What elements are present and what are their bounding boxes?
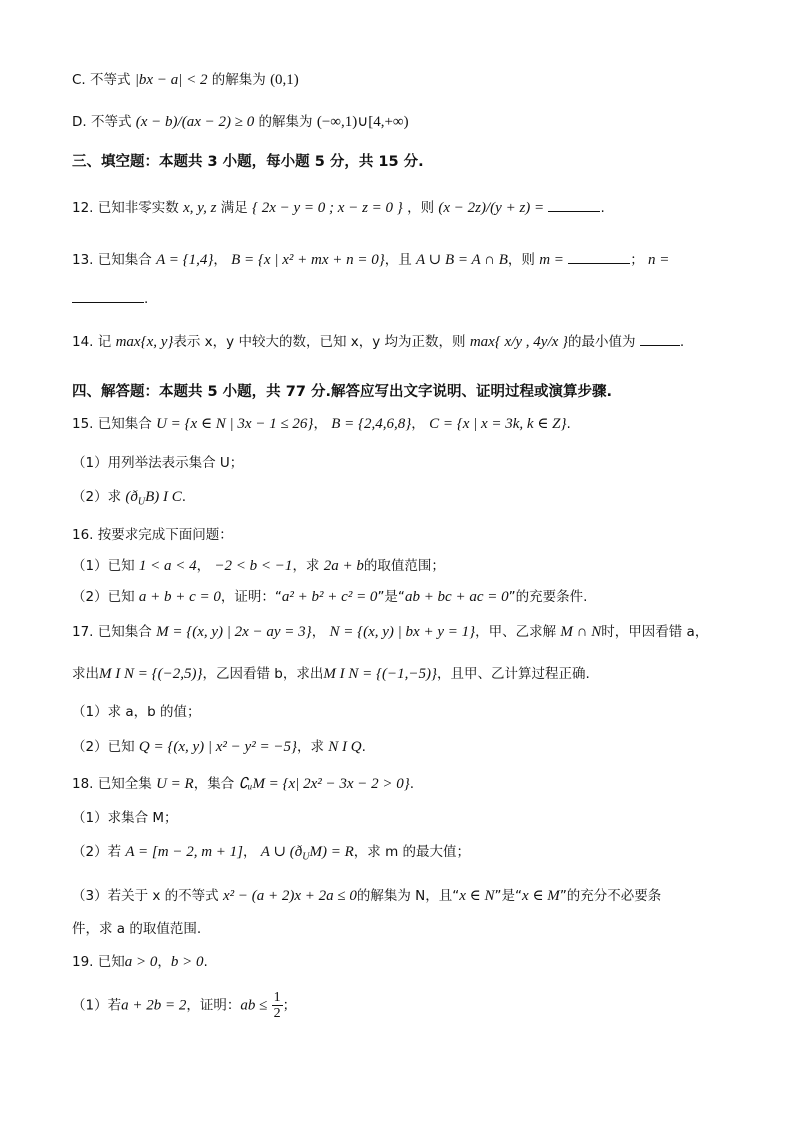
q16-text1: 按要求完成下面问题： <box>97 527 233 543</box>
q18-part1: （1）求集合 M； <box>72 810 178 826</box>
q12-system: { 2x − y = 0 ; x − z = 0 } <box>252 200 403 216</box>
q15-set-u: U = {x ∈ N | 3x − 1 ≤ 26} <box>156 416 314 432</box>
q15-p2-math2: B) I C <box>145 489 182 505</box>
section-4-heading: 四、解答题：本题共 5 小题，共 77 分.解答应写出文字说明、证明过程或演算步骤. <box>72 384 612 400</box>
q19-part1 <box>72 990 734 1021</box>
question-12 <box>72 198 734 218</box>
option-d <box>72 112 734 132</box>
q19-p1-text2: ，证明： <box>186 997 241 1014</box>
q18-p3-text1: （3）若关于 x 的不等式 <box>72 888 219 904</box>
q15-part1: （1）用列举法表示集合 U； <box>72 455 244 471</box>
q18-end: . <box>409 776 415 792</box>
q17-sep1: ， <box>311 624 326 640</box>
section-3-heading: 三、填空题：本题共 3 小题，每小题 5 分，共 15 分. <box>72 154 424 170</box>
q15-text1: 已知集合 <box>97 416 152 432</box>
option-d-tail: 的解集为 <box>258 114 313 130</box>
q13-semicolon: ； <box>630 252 644 268</box>
q15-p2-sub: U <box>137 496 146 508</box>
q15-set-c: C = {x | x = 3k, k ∈ Z} <box>429 416 567 432</box>
q18-part2 <box>72 842 734 868</box>
q18-complement: ∁ᵤM = {x| 2x² − 3x − 2 > 0} <box>238 776 410 792</box>
q16-p1-text3: 的取值范围； <box>363 558 445 574</box>
q18-union: A ∪ (ð <box>260 844 303 860</box>
q17-set-m: M = {(x, y) | 2x − ay = 3} <box>156 624 312 640</box>
q13-m-label: m = <box>539 252 564 268</box>
q18-set-u: U = R <box>156 776 194 792</box>
q12-text1: 已知非零实数 <box>97 200 179 216</box>
q17-p2-end: . <box>361 739 366 755</box>
q18-union2: M) = R <box>309 844 354 860</box>
q19-cond-a: a > 0 <box>124 954 158 970</box>
q17-line2-text1: 求出 <box>72 666 99 682</box>
q16-p1-text2: ，求 <box>292 558 320 574</box>
q16-p2-text: （2）已知 <box>72 589 135 605</box>
q19-p1-end: ； <box>282 997 297 1014</box>
q18-x-in-m: x ∈ M <box>522 888 560 904</box>
q17-result-1: M I N = {(−2,5)} <box>99 666 203 682</box>
q14-max1: max{x, y} <box>115 334 174 350</box>
q19-frac-den: 2 <box>273 1006 281 1021</box>
q13-set-b: B = {x | x² + mx + n = 0} <box>231 252 385 268</box>
question-18 <box>72 774 734 794</box>
q16-p2-text4: ”的充要条件. <box>508 589 588 605</box>
q13-text3: ，则 <box>507 252 535 268</box>
question-16 <box>72 525 734 545</box>
q16-p2-expr2: ab + bc + ac = 0 <box>404 589 509 605</box>
q14-max2: max{ x/y , 4y/x } <box>469 334 569 350</box>
option-c <box>72 70 734 90</box>
q18-set-a: A = [m − 2, m + 1] <box>125 844 243 860</box>
q16-p2-text3: ”是“ <box>377 589 405 605</box>
option-d-answer: (−∞,1)∪[4,+∞) <box>316 114 409 130</box>
q16-part1 <box>72 556 734 576</box>
q17-part2 <box>72 737 734 757</box>
q12-answer-blank[interactable] <box>548 211 600 212</box>
q18-p3-text4: ”的充分不必要条 <box>559 888 662 904</box>
q13-text2: ，且 <box>384 252 412 268</box>
q12-vars: x, y, z <box>183 200 217 216</box>
q17-result-2: M I N = {(−1,−5)} <box>323 666 437 682</box>
q13-condition: A ∪ B = A ∩ B <box>416 252 508 268</box>
q19-number: 19. <box>72 954 94 970</box>
q13-n-blank[interactable] <box>72 302 144 303</box>
question-13-cont <box>72 289 734 309</box>
option-c-math: |bx − a| < 2 <box>134 72 208 88</box>
q16-p1-expr: 2a + b <box>323 558 364 574</box>
q12-end: . <box>600 200 605 216</box>
q16-p2-expr1: a² + b² + c² = 0 <box>281 589 378 605</box>
q14-end: . <box>679 334 685 350</box>
q18-text2: ，集合 <box>193 776 235 792</box>
q16-p2-text2: ，证明：“ <box>220 589 282 605</box>
q14-answer-blank[interactable] <box>640 345 680 346</box>
q18-p3-text2: 的解集为 N，且“ <box>356 888 460 904</box>
q19-text1: 已知 <box>97 954 125 970</box>
q19-p1-cond: a + 2b = 2 <box>121 997 187 1014</box>
q15-set-b: B = {2,4,6,8} <box>331 416 412 432</box>
q13-n-label: n = <box>648 252 670 268</box>
question-19 <box>72 952 734 972</box>
q13-sep: ， <box>213 252 227 268</box>
option-c-label: C. 不等式 <box>72 72 131 88</box>
q15-sep2: ， <box>411 416 425 432</box>
q13-set-a: A = {1,4} <box>156 252 214 268</box>
q12-number: 12. <box>72 200 94 216</box>
q17-p2-text: （2）已知 <box>72 739 135 755</box>
q16-number: 16. <box>72 527 94 543</box>
q19-end: . <box>203 954 208 970</box>
q17-text2: ，甲、乙求解 <box>475 624 557 640</box>
q18-number: 18. <box>72 776 94 792</box>
q19-cond-b: b > 0 <box>170 954 204 970</box>
q16-part2 <box>72 587 734 607</box>
option-d-math: (x − b)/(ax − 2) ≥ 0 <box>135 114 255 130</box>
q12-expr: (x − 2z)/(y + z) = <box>438 200 545 216</box>
q14-number: 14. <box>72 334 94 350</box>
q19-fraction <box>272 990 283 1021</box>
q12-text2: 满足 <box>220 200 248 216</box>
q13-text1: 已知集合 <box>97 252 152 268</box>
q14-text2: 表示 x，y 中较大的数，已知 x，y 均为正数，则 <box>173 334 466 350</box>
q18-p2-text: （2）若 <box>72 844 122 860</box>
option-c-tail: 的解集为 <box>211 72 266 88</box>
q18-p2-text2: ，求 m 的最大值； <box>353 844 471 860</box>
q15-p2-end: . <box>181 489 187 505</box>
q15-p2-text: （2）求 <box>72 489 122 505</box>
q14-text1: 记 <box>97 334 112 350</box>
q13-number: 13. <box>72 252 94 268</box>
q19-sep: ， <box>157 954 171 970</box>
q17-text1: 已知集合 <box>97 624 152 640</box>
q17-line2-text2: ，乙因看错 b，求出 <box>202 666 324 682</box>
q16-p2-cond: a + b + c = 0 <box>138 589 221 605</box>
q17-number: 17. <box>72 624 94 640</box>
q19-frac-num: 1 <box>273 990 281 1005</box>
q17-set-n: N = {(x, y) | bx + y = 1} <box>329 624 476 640</box>
q12-text3: ，则 <box>407 200 435 216</box>
question-17 <box>72 622 734 642</box>
q18-union-sub: U <box>302 851 310 863</box>
q17-p2-math: N I Q <box>328 739 362 755</box>
q15-p2-math: (ð <box>125 489 138 505</box>
q13-end: . <box>144 291 149 307</box>
q15-end: . <box>566 416 571 432</box>
q15-sep1: ， <box>313 416 327 432</box>
q17-line2-text3: ，且甲、乙计算过程正确. <box>436 666 590 682</box>
q13-m-blank[interactable] <box>568 263 630 264</box>
q18-text1: 已知全集 <box>97 776 152 792</box>
q17-intersection: M ∩ N <box>560 624 602 640</box>
q18-part3 <box>72 886 734 906</box>
q17-p2-text2: ，求 <box>296 739 324 755</box>
q18-p3-text3: ”是“ <box>494 888 523 904</box>
q18-x-in-n: x ∈ N <box>459 888 495 904</box>
q18-part3-cont: 件，求 a 的取值范围. <box>72 921 202 937</box>
question-13 <box>72 250 734 270</box>
q17-text3: 时，甲因看错 a， <box>601 624 709 640</box>
question-17-line2 <box>72 664 734 684</box>
q15-part2 <box>72 487 734 513</box>
q14-text3: 的最小值为 <box>568 334 636 350</box>
q18-inequality: x² − (a + 2)x + 2a ≤ 0 <box>222 888 357 904</box>
question-14 <box>72 332 734 352</box>
q16-p1-sep: ， <box>196 558 211 574</box>
option-d-label: D. 不等式 <box>72 114 132 130</box>
question-15 <box>72 414 734 434</box>
q19-p1-text: （1）若 <box>72 997 122 1014</box>
option-c-answer: (0,1) <box>270 72 299 88</box>
q19-p1-expr: ab ≤ <box>240 997 268 1014</box>
q15-number: 15. <box>72 416 94 432</box>
q16-p1-cond-b: −2 < b < −1 <box>214 558 293 574</box>
q17-part1: （1）求 a，b 的值； <box>72 704 201 720</box>
q16-p1-text: （1）已知 <box>72 558 135 574</box>
q16-p1-cond-a: 1 < a < 4 <box>138 558 197 574</box>
q17-set-q: Q = {(x, y) | x² − y² = −5} <box>138 739 297 755</box>
q18-p2-sep: ， <box>243 844 257 860</box>
